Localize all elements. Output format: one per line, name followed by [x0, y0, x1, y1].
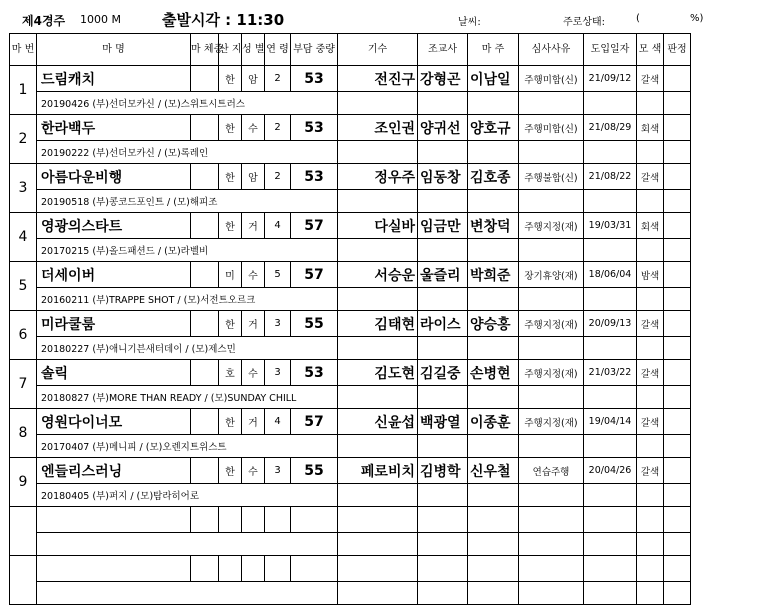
- horse-sex: 거: [242, 409, 265, 435]
- empty-cell: [468, 507, 519, 533]
- empty-cell: [664, 582, 691, 605]
- subrow-cell: [338, 337, 418, 360]
- subrow-cell: [519, 435, 584, 458]
- subrow-cell: [468, 484, 519, 507]
- subrow-cell: [637, 288, 664, 311]
- subrow-cell: [664, 190, 691, 213]
- owner-name: 김호종: [468, 164, 519, 190]
- horse-sex: 암: [242, 66, 265, 92]
- empty-cell: [637, 507, 664, 533]
- table-body: [10, 66, 767, 605]
- horse-age: 2: [265, 115, 291, 141]
- judgement: [664, 66, 691, 92]
- empty-cell: [418, 556, 468, 582]
- subrow-cell: [468, 141, 519, 164]
- burden-weight: 53: [291, 66, 338, 92]
- pedigree-text: 20170407 (부)메니피 / (모)오렌지트위스트: [37, 435, 338, 458]
- subrow-cell: [338, 141, 418, 164]
- subrow-cell: [664, 239, 691, 262]
- coat-color: 갈색: [637, 311, 664, 337]
- pedigree-text: 20180405 (부)퍼지 / (모)탐라히어로: [37, 484, 338, 507]
- horse-age: 2: [265, 66, 291, 92]
- empty-cell: [191, 507, 219, 533]
- entry-table: [9, 33, 767, 605]
- empty-cell: [584, 556, 637, 582]
- burden-weight: 57: [291, 409, 338, 435]
- burden-weight: 55: [291, 458, 338, 484]
- subrow-cell: [584, 190, 637, 213]
- subrow-cell: [584, 337, 637, 360]
- horse-age: 3: [265, 311, 291, 337]
- col-jockey: 기수: [338, 34, 418, 66]
- col-origin: 산 지: [219, 34, 242, 66]
- col-weight: 마 체중: [191, 34, 219, 66]
- horse-sex: 수: [242, 115, 265, 141]
- subrow-cell: [637, 484, 664, 507]
- empty-cell: [418, 533, 468, 556]
- coat-color: 갈색: [637, 409, 664, 435]
- subrow-cell: [584, 239, 637, 262]
- horse-weight: [191, 409, 219, 435]
- empty-cell: [291, 556, 338, 582]
- owner-name: 이남일: [468, 66, 519, 92]
- pedigree-text: 20190518 (부)콩코드포인트 / (모)해피조: [37, 190, 338, 213]
- subrow-cell: [519, 337, 584, 360]
- col-owner: 마 주: [468, 34, 519, 66]
- judgement: [664, 360, 691, 386]
- subrow-cell: [468, 190, 519, 213]
- horse-name: 엔들리스러닝: [37, 458, 191, 484]
- horse-origin: 호: [219, 360, 242, 386]
- col-trainer: 조교사: [418, 34, 468, 66]
- horse-number: 4: [10, 213, 37, 262]
- coat-color: 회색: [637, 213, 664, 239]
- burden-weight: 53: [291, 164, 338, 190]
- table-subrow: [10, 484, 767, 507]
- jockey-name: 정우주: [338, 164, 418, 190]
- table-subrow: [10, 190, 767, 213]
- coat-color: 회색: [637, 115, 664, 141]
- empty-row: [10, 507, 767, 533]
- empty-cell: [219, 556, 242, 582]
- subrow-cell: [637, 141, 664, 164]
- subrow-cell: [338, 92, 418, 115]
- subrow-cell: [519, 141, 584, 164]
- owner-name: 양호규: [468, 115, 519, 141]
- empty-cell: [242, 507, 265, 533]
- judgement: [664, 164, 691, 190]
- empty-cell: [584, 582, 637, 605]
- track-condition-label: 주로상태:: [563, 17, 606, 28]
- subrow-cell: [468, 386, 519, 409]
- subrow-cell: [584, 484, 637, 507]
- subrow-cell: [519, 190, 584, 213]
- subrow-cell: [584, 435, 637, 458]
- empty-cell: [584, 533, 637, 556]
- pedigree-text: 20180827 (부)MORE THAN READY / (모)SUNDAY CHILL: [37, 386, 338, 409]
- horse-name: 한라백두: [37, 115, 191, 141]
- horse-origin: 한: [219, 115, 242, 141]
- table-row: [10, 458, 767, 484]
- empty-cell: [637, 582, 664, 605]
- empty-cell: [584, 507, 637, 533]
- empty-subrow: [10, 582, 767, 605]
- import-date: 21/03/22: [584, 360, 637, 386]
- empty-cell: [468, 556, 519, 582]
- subrow-cell: [664, 92, 691, 115]
- trainer-name: 임금만: [418, 213, 468, 239]
- horse-age: 5: [265, 262, 291, 288]
- empty-cell: [37, 556, 191, 582]
- coat-color: 갈색: [637, 66, 664, 92]
- horse-weight: [191, 360, 219, 386]
- horse-age: 2: [265, 164, 291, 190]
- subrow-cell: [338, 288, 418, 311]
- empty-cell: [37, 507, 191, 533]
- horse-sex: 수: [242, 360, 265, 386]
- jockey-name: 조인권: [338, 115, 418, 141]
- import-date: 21/09/12: [584, 66, 637, 92]
- empty-cell: [10, 507, 37, 556]
- subrow-cell: [519, 484, 584, 507]
- horse-sex: 수: [242, 262, 265, 288]
- burden-weight: 53: [291, 360, 338, 386]
- horse-age: 4: [265, 213, 291, 239]
- coat-color: 갈색: [637, 164, 664, 190]
- jockey-name: 김태현: [338, 311, 418, 337]
- empty-cell: [37, 533, 338, 556]
- horse-name: 영광의스타트: [37, 213, 191, 239]
- table-row: [10, 311, 767, 337]
- subrow-cell: [584, 141, 637, 164]
- table-row: [10, 409, 767, 435]
- subrow-cell: [418, 484, 468, 507]
- review-reason: 연습주행: [519, 458, 584, 484]
- horse-number: 6: [10, 311, 37, 360]
- judgement: [664, 311, 691, 337]
- moisture-open-paren: (: [636, 13, 640, 24]
- review-reason: 주행불합(신): [519, 164, 584, 190]
- judgement: [664, 213, 691, 239]
- subrow-cell: [418, 190, 468, 213]
- horse-origin: 한: [219, 164, 242, 190]
- subrow-cell: [338, 190, 418, 213]
- pedigree-text: 20170215 (부)올드패션드 / (모)라벨비: [37, 239, 338, 262]
- empty-cell: [37, 582, 338, 605]
- owner-name: 신우철: [468, 458, 519, 484]
- subrow-cell: [338, 386, 418, 409]
- trainer-name: 울즐리: [418, 262, 468, 288]
- empty-row: [10, 556, 767, 582]
- horse-weight: [191, 311, 219, 337]
- owner-name: 이종훈: [468, 409, 519, 435]
- review-reason: 주행지정(재): [519, 213, 584, 239]
- coat-color: 갈색: [637, 360, 664, 386]
- owner-name: 변창덕: [468, 213, 519, 239]
- empty-cell: [338, 507, 418, 533]
- horse-name: 더세이버: [37, 262, 191, 288]
- horse-name: 아름다운비행: [37, 164, 191, 190]
- empty-cell: [468, 582, 519, 605]
- horse-number: 7: [10, 360, 37, 409]
- review-reason: 주행미합(신): [519, 115, 584, 141]
- table-subrow: [10, 288, 767, 311]
- empty-cell: [637, 556, 664, 582]
- subrow-cell: [418, 92, 468, 115]
- subrow-cell: [338, 484, 418, 507]
- subrow-cell: [418, 288, 468, 311]
- horse-number: 3: [10, 164, 37, 213]
- subrow-cell: [519, 386, 584, 409]
- col-sex: 성 별: [242, 34, 265, 66]
- subrow-cell: [664, 484, 691, 507]
- pedigree-text: 20190222 (부)선더모카신 / (모)록레인: [37, 141, 338, 164]
- col-age: 연 령: [265, 34, 291, 66]
- empty-cell: [418, 507, 468, 533]
- table-row: [10, 213, 767, 239]
- empty-cell: [637, 533, 664, 556]
- review-reason: 장기휴양(재): [519, 262, 584, 288]
- import-date: 19/03/31: [584, 213, 637, 239]
- trainer-name: 강형곤: [418, 66, 468, 92]
- subrow-cell: [584, 386, 637, 409]
- horse-number: 1: [10, 66, 37, 115]
- horse-origin: 한: [219, 409, 242, 435]
- empty-subrow: [10, 533, 767, 556]
- jockey-name: 신윤섭: [338, 409, 418, 435]
- table-subrow: [10, 337, 767, 360]
- coat-color: 밤색: [637, 262, 664, 288]
- horse-age: 4: [265, 409, 291, 435]
- trainer-name: 양귀선: [418, 115, 468, 141]
- import-date: 20/04/26: [584, 458, 637, 484]
- race-header: [0, 0, 725, 34]
- horse-weight: [191, 66, 219, 92]
- horse-weight: [191, 164, 219, 190]
- horse-weight: [191, 262, 219, 288]
- import-date: 21/08/29: [584, 115, 637, 141]
- col-burden: 부담 중량: [291, 34, 338, 66]
- empty-cell: [468, 533, 519, 556]
- race-number: 제4경주: [22, 14, 66, 28]
- subrow-cell: [468, 92, 519, 115]
- subrow-cell: [584, 288, 637, 311]
- horse-number: 2: [10, 115, 37, 164]
- burden-weight: 53: [291, 115, 338, 141]
- empty-cell: [519, 533, 584, 556]
- col-judge: 판정: [664, 34, 691, 66]
- table-subrow: [10, 435, 767, 458]
- subrow-cell: [418, 337, 468, 360]
- judgement: [664, 409, 691, 435]
- col-no: 마 번: [10, 34, 37, 66]
- review-reason: 주행지정(재): [519, 360, 584, 386]
- burden-weight: 55: [291, 311, 338, 337]
- subrow-cell: [468, 337, 519, 360]
- horse-sex: 암: [242, 164, 265, 190]
- horse-sex: 거: [242, 213, 265, 239]
- subrow-cell: [338, 239, 418, 262]
- pedigree-text: 20180227 (부)애니기븐새터데이 / (모)제스민: [37, 337, 338, 360]
- subrow-cell: [418, 141, 468, 164]
- subrow-cell: [637, 386, 664, 409]
- empty-cell: [664, 533, 691, 556]
- pedigree-text: 20160211 (부)TRAPPE SHOT / (모)서전트오르크: [37, 288, 338, 311]
- owner-name: 박희준: [468, 262, 519, 288]
- jockey-name: 김도현: [338, 360, 418, 386]
- trainer-name: 김병학: [418, 458, 468, 484]
- subrow-cell: [584, 92, 637, 115]
- subrow-cell: [664, 288, 691, 311]
- table-row: [10, 360, 767, 386]
- burden-weight: 57: [291, 213, 338, 239]
- table-row: [10, 115, 767, 141]
- subrow-cell: [418, 239, 468, 262]
- col-name: 마 명: [37, 34, 191, 66]
- race-distance: 1000 M: [80, 13, 121, 26]
- empty-cell: [664, 556, 691, 582]
- empty-cell: [10, 556, 37, 605]
- subrow-cell: [637, 435, 664, 458]
- horse-sex: 수: [242, 458, 265, 484]
- subrow-cell: [637, 239, 664, 262]
- subrow-cell: [418, 386, 468, 409]
- subrow-cell: [637, 92, 664, 115]
- horse-number: 5: [10, 262, 37, 311]
- import-date: 20/09/13: [584, 311, 637, 337]
- empty-cell: [338, 533, 418, 556]
- table-subrow: [10, 386, 767, 409]
- horse-weight: [191, 213, 219, 239]
- empty-cell: [265, 507, 291, 533]
- owner-name: 손병현: [468, 360, 519, 386]
- empty-cell: [519, 507, 584, 533]
- subrow-cell: [664, 141, 691, 164]
- horse-origin: 미: [219, 262, 242, 288]
- empty-cell: [242, 556, 265, 582]
- empty-cell: [338, 556, 418, 582]
- subrow-cell: [637, 337, 664, 360]
- subrow-cell: [519, 288, 584, 311]
- subrow-cell: [664, 435, 691, 458]
- horse-origin: 한: [219, 458, 242, 484]
- subrow-cell: [468, 435, 519, 458]
- empty-cell: [219, 507, 242, 533]
- trainer-name: 김길중: [418, 360, 468, 386]
- empty-cell: [191, 556, 219, 582]
- coat-color: 갈색: [637, 458, 664, 484]
- horse-number: 9: [10, 458, 37, 507]
- judgement: [664, 262, 691, 288]
- empty-cell: [664, 507, 691, 533]
- judgement: [664, 458, 691, 484]
- horse-number: 8: [10, 409, 37, 458]
- empty-cell: [519, 556, 584, 582]
- jockey-name: 전진구: [338, 66, 418, 92]
- table-subrow: [10, 239, 767, 262]
- horse-name: 미라쿨룸: [37, 311, 191, 337]
- table-row: [10, 262, 767, 288]
- horse-sex: 거: [242, 311, 265, 337]
- horse-age: 3: [265, 360, 291, 386]
- horse-origin: 한: [219, 311, 242, 337]
- horse-name: 영원다이너모: [37, 409, 191, 435]
- empty-cell: [265, 556, 291, 582]
- subrow-cell: [519, 239, 584, 262]
- jockey-name: 서승운: [338, 262, 418, 288]
- trainer-name: 라이스: [418, 311, 468, 337]
- empty-cell: [519, 582, 584, 605]
- col-color: 모 색: [637, 34, 664, 66]
- subrow-cell: [468, 288, 519, 311]
- horse-weight: [191, 458, 219, 484]
- moisture-percent: %): [690, 13, 704, 24]
- owner-name: 양승홍: [468, 311, 519, 337]
- table-row: [10, 164, 767, 190]
- jockey-name: 페로비치: [338, 458, 418, 484]
- import-date: 19/04/14: [584, 409, 637, 435]
- trainer-name: 임동창: [418, 164, 468, 190]
- empty-cell: [338, 582, 418, 605]
- review-reason: 주행미합(신): [519, 66, 584, 92]
- review-reason: 주행지정(재): [519, 409, 584, 435]
- table-row: [10, 66, 767, 92]
- horse-origin: 한: [219, 213, 242, 239]
- subrow-cell: [418, 435, 468, 458]
- empty-cell: [291, 507, 338, 533]
- import-date: 21/08/22: [584, 164, 637, 190]
- review-reason: 주행지정(재): [519, 311, 584, 337]
- col-reason: 심사사유: [519, 34, 584, 66]
- weather-label: 날씨:: [458, 17, 481, 28]
- horse-name: 드림캐치: [37, 66, 191, 92]
- subrow-cell: [468, 239, 519, 262]
- burden-weight: 57: [291, 262, 338, 288]
- horse-name: 솔릭: [37, 360, 191, 386]
- table-subrow: [10, 92, 767, 115]
- subrow-cell: [664, 337, 691, 360]
- subrow-cell: [338, 435, 418, 458]
- trainer-name: 백광열: [418, 409, 468, 435]
- horse-weight: [191, 115, 219, 141]
- col-date: 도입일자: [584, 34, 637, 66]
- subrow-cell: [519, 92, 584, 115]
- table-header: [10, 34, 767, 66]
- horse-age: 3: [265, 458, 291, 484]
- subrow-cell: [664, 386, 691, 409]
- empty-cell: [418, 582, 468, 605]
- jockey-name: 다실바: [338, 213, 418, 239]
- table-subrow: [10, 141, 767, 164]
- judgement: [664, 115, 691, 141]
- horse-origin: 한: [219, 66, 242, 92]
- subrow-cell: [637, 190, 664, 213]
- pedigree-text: 20190426 (부)선더모카신 / (모)스위트시트러스: [37, 92, 338, 115]
- start-time: 출발시각 : 11:30: [162, 11, 285, 29]
- import-date: 18/06/04: [584, 262, 637, 288]
